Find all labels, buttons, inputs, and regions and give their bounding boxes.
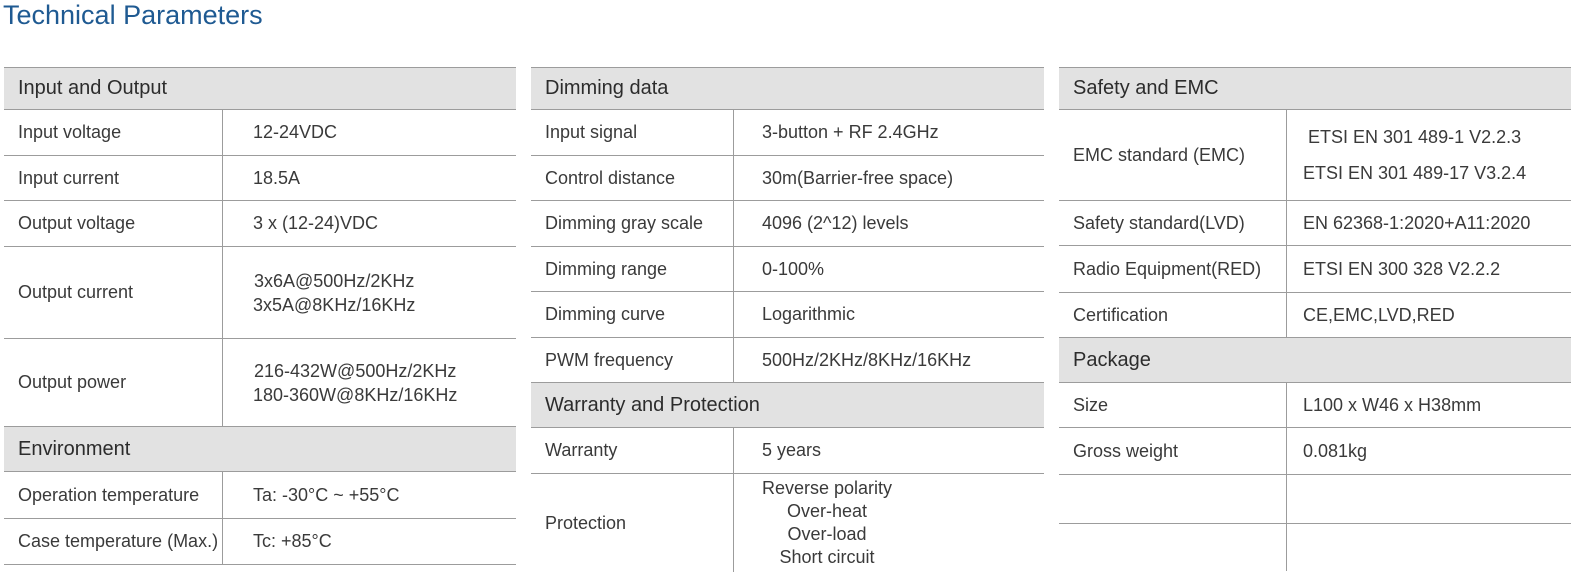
table-row (4, 156, 516, 201)
value-line: 180-360W@8KHz/16KHz (253, 384, 458, 405)
table-row (1059, 383, 1571, 428)
row-value: EN 62368-1:2020+A11:2020 (1303, 212, 1531, 233)
value-line: Over-load (787, 524, 867, 544)
table-row (531, 338, 1044, 383)
section-header-package: Package (1059, 337, 1571, 383)
row-value: 3-button + RF 2.4GHz (762, 122, 939, 142)
row-label: Output power (4, 339, 223, 426)
table-row (1059, 110, 1571, 201)
row-value: 4096 (2^12) levels (762, 213, 909, 233)
row-value: L100 x W46 x H38mm (1303, 394, 1482, 415)
value-line: ETSI EN 301 489-1 V2.2.3 (1308, 127, 1522, 147)
row-value (223, 247, 415, 338)
table-row (531, 110, 1044, 156)
row-label: Radio Equipment(RED) (1059, 246, 1287, 292)
section-header-dimming: Dimming data (531, 67, 1044, 110)
table-row (1059, 428, 1571, 475)
row-value: ETSI EN 300 328 V2.2.2 (1303, 258, 1501, 279)
value-line: ETSI EN 301 489-17 V3.2.4 (1303, 163, 1527, 183)
table-row (531, 292, 1044, 338)
value-line: 3x6A@500Hz/2KHz (253, 270, 415, 291)
row-label: Dimming curve (531, 292, 734, 337)
row-value: 30m(Barrier-free space) (762, 167, 954, 188)
row-value: 500Hz/2KHz/8KHz/16KHz (762, 349, 972, 370)
value-line: Reverse polarity (762, 478, 893, 498)
empty-cell (1287, 475, 1303, 523)
row-label: Input voltage (4, 110, 223, 155)
row-value: 12-24VDC (253, 122, 338, 142)
section-header-environment: Environment (4, 426, 516, 472)
row-value (734, 474, 892, 572)
row-label: Output current (4, 247, 223, 338)
value-line: Over-heat (787, 501, 868, 521)
row-value: 0-100% (762, 258, 825, 279)
table-row (4, 339, 516, 427)
row-label: Input signal (531, 110, 734, 155)
row-value: 3 x (12-24)VDC (253, 213, 379, 233)
value-line: Short circuit (779, 547, 875, 567)
row-label: Certification (1059, 293, 1287, 337)
table-row (1059, 293, 1571, 338)
row-label: Size (1059, 383, 1287, 427)
table-row (1059, 246, 1571, 293)
row-label: Output voltage (4, 201, 223, 246)
table-row (531, 247, 1044, 292)
section-header-safety-emc: Safety and EMC (1059, 67, 1571, 110)
row-label: Dimming range (531, 247, 734, 291)
table-dimming-warranty (531, 68, 1044, 572)
empty-cell (1287, 524, 1303, 571)
row-label: Input current (4, 156, 223, 200)
table-row (4, 519, 516, 565)
row-value: Logarithmic (762, 304, 856, 324)
row-label: Case temperature (Max.) (4, 519, 223, 564)
empty-row (1059, 475, 1571, 524)
table-row (531, 428, 1044, 474)
row-label: Protection (531, 474, 734, 572)
value-line: 216-432W@500Hz/2KHz (254, 360, 457, 381)
table-row (531, 156, 1044, 201)
table-row (4, 247, 516, 339)
row-label: Control distance (531, 156, 734, 200)
empty-cell (1059, 524, 1287, 571)
table-row (4, 201, 516, 247)
row-label: Operation temperature (4, 472, 223, 518)
table-row (531, 474, 1044, 572)
row-value (1287, 110, 1526, 200)
row-label: Dimming gray scale (531, 201, 734, 246)
table-safety-package (1059, 68, 1571, 571)
table-row (4, 110, 516, 156)
value-line: 3x5A@8KHz/16KHz (253, 294, 416, 315)
empty-cell (1059, 475, 1287, 523)
row-value: Tc: +85°C (253, 531, 332, 551)
section-header-input-output: Input and Output (4, 67, 516, 110)
row-value: CE,EMC,LVD,RED (1303, 304, 1455, 325)
row-label: Warranty (531, 428, 734, 473)
table-input-output-environment (4, 68, 516, 565)
row-label: Safety standard(LVD) (1059, 201, 1287, 245)
row-value: 5 years (762, 440, 822, 460)
row-label: Gross weight (1059, 428, 1287, 474)
row-value: 18.5A (253, 167, 301, 188)
row-value: Ta: -30°C ~ +55°C (253, 484, 400, 505)
row-value (223, 339, 457, 426)
section-header-warranty-protection: Warranty and Protection (531, 382, 1044, 428)
empty-row (1059, 524, 1571, 571)
page-title: Technical Parameters (3, 0, 263, 30)
table-row (531, 201, 1044, 247)
row-value: 0.081kg (1303, 440, 1368, 461)
table-row (1059, 201, 1571, 246)
row-label: EMC standard (EMC) (1059, 110, 1287, 200)
table-row (4, 472, 516, 519)
row-label: PWM frequency (531, 338, 734, 382)
